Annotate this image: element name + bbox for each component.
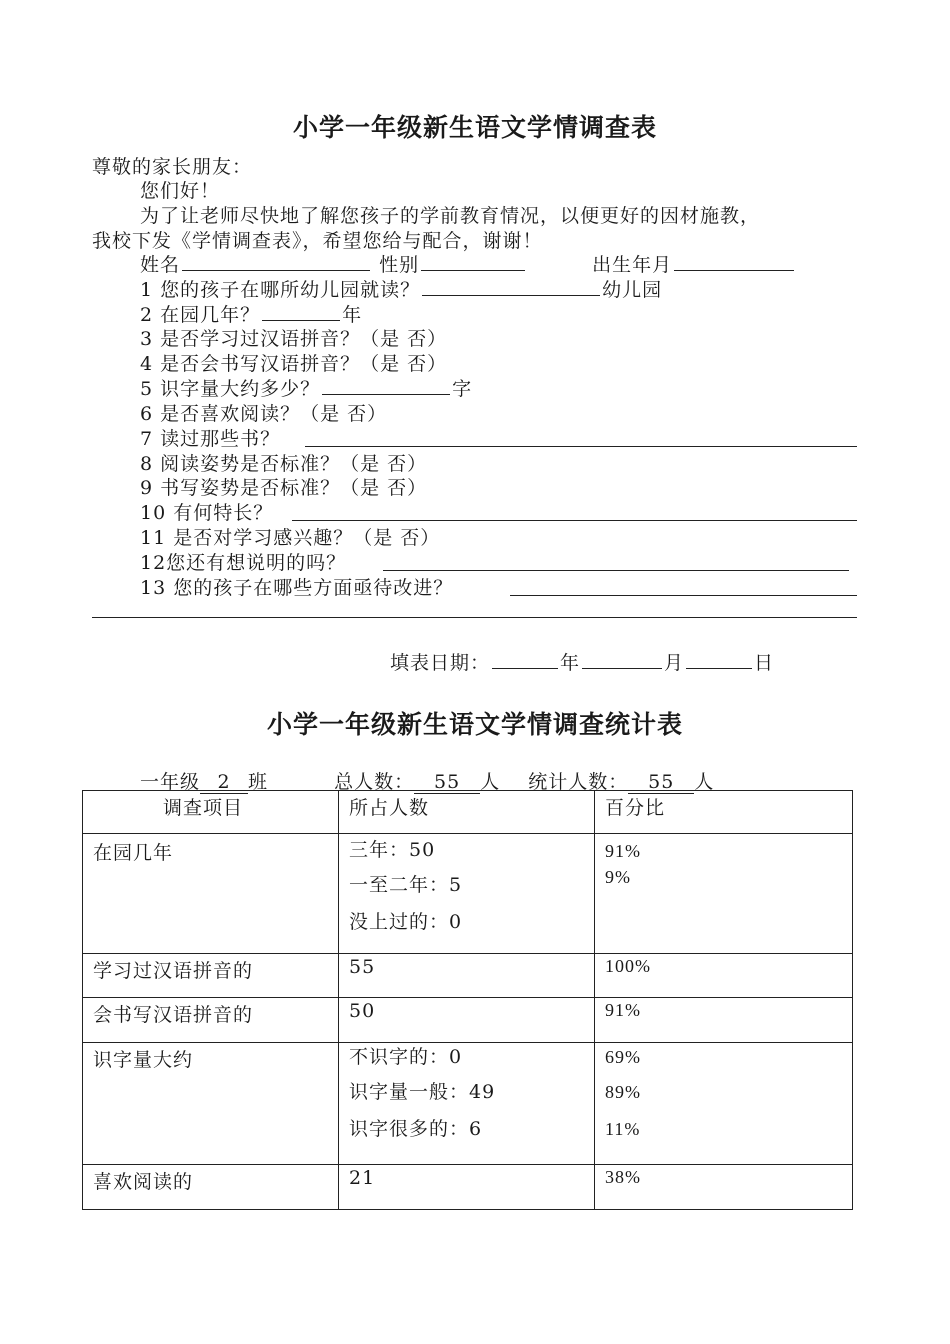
total-label: 总人数： [334, 771, 415, 793]
question-8: 8 阅读姿势是否标准？（是 否） [140, 453, 428, 475]
birth-blank[interactable] [674, 252, 794, 271]
name-blank[interactable] [182, 252, 370, 271]
intro-line-1: 为了让老师尽快地了解您孩子的学前教育情况，以便更好的因材施教， [140, 205, 761, 227]
row-counts: 21 [339, 1165, 595, 1210]
characters-blank[interactable] [322, 376, 450, 395]
name-field-row [140, 250, 796, 277]
percent-line: 91% [605, 841, 641, 861]
row-item: 会书写汉语拼音的 [83, 998, 339, 1043]
row-counts: 55 [339, 954, 595, 998]
row-item: 识字量大约 [83, 1043, 339, 1165]
row-item: 在园几年 [83, 834, 339, 954]
fill-date-month-blank[interactable] [582, 650, 662, 669]
header-count: 所占人数 [339, 791, 595, 834]
class-label: 班 [248, 771, 269, 793]
percent-line: 9% [605, 867, 631, 887]
percent-line: 89% [605, 1082, 641, 1102]
percent-line: 11% [605, 1119, 641, 1139]
question-6: 6 是否喜欢阅读？（是 否） [140, 403, 388, 425]
birth-label: 出生年月 [592, 254, 673, 276]
counted-unit: 人 [694, 771, 715, 793]
question-3: 3 是否学习过汉语拼音？（是 否） [140, 328, 448, 350]
question-12-line[interactable] [383, 570, 849, 571]
fill-date-month-label: 月 [664, 652, 685, 674]
greeting: 您们好！ [140, 180, 221, 202]
question-1 [140, 275, 662, 302]
question-4: 4 是否会书写汉语拼音？（是 否） [140, 353, 448, 375]
row-percents [595, 1043, 853, 1165]
table-header-row [83, 791, 853, 834]
table-row [83, 1043, 853, 1165]
salutation: 尊敬的家长朋友： [92, 156, 253, 178]
question-2-text: 2 在园几年？ [140, 304, 261, 326]
extra-answer-line[interactable] [92, 617, 857, 618]
question-11: 11 是否对学习感兴趣？（是 否） [140, 527, 441, 549]
counted-label: 统计人数： [528, 771, 629, 793]
gender-blank[interactable] [421, 252, 525, 271]
row-item: 喜欢阅读的 [83, 1165, 339, 1210]
total-value: 55 [414, 771, 480, 794]
row-counts: 50 [339, 998, 595, 1043]
question-2 [140, 300, 362, 327]
fill-date-year-blank[interactable] [492, 650, 558, 669]
stats-table [82, 790, 853, 1210]
percent-line: 69% [605, 1047, 641, 1067]
name-label: 姓名 [140, 254, 181, 276]
fill-date-day-label: 日 [754, 652, 775, 674]
count-line: 一至二年：5 [349, 874, 463, 896]
counted-value: 55 [628, 771, 694, 794]
count-line: 识字量一般：49 [349, 1081, 496, 1103]
grade-label: 一年级 [140, 771, 201, 793]
fill-date [390, 648, 774, 675]
count-line: 没上过的：0 [349, 911, 463, 933]
question-1-text: 1 您的孩子在哪所幼儿园就读？ [140, 279, 421, 301]
gender-label: 性别 [379, 254, 420, 276]
row-counts [339, 834, 595, 954]
row-item: 学习过汉语拼音的 [83, 954, 339, 998]
question-10: 10 有何特长？ [140, 502, 274, 524]
question-7-line[interactable] [305, 446, 857, 447]
row-percents [595, 834, 853, 954]
question-1-suffix: 幼儿园 [602, 279, 663, 301]
question-7: 7 读过那些书？ [140, 428, 281, 450]
question-5-suffix: 字 [452, 378, 473, 400]
stats-title: 小学一年级新生语文学情调查统计表 [266, 710, 683, 739]
question-2-suffix: 年 [342, 304, 363, 326]
question-13: 13 您的孩子在哪些方面亟待改进？ [140, 577, 454, 599]
count-line: 识字很多的：6 [349, 1118, 483, 1140]
count-line: 不识字的：0 [349, 1046, 463, 1068]
question-5 [140, 374, 472, 401]
fill-date-day-blank[interactable] [686, 650, 752, 669]
question-10-line[interactable] [292, 520, 857, 521]
question-9: 9 书写姿势是否标准？（是 否） [140, 477, 428, 499]
question-13-line[interactable] [510, 595, 857, 596]
count-line: 三年：50 [349, 839, 436, 861]
table-row [83, 998, 853, 1043]
years-blank[interactable] [262, 302, 340, 321]
row-percents: 100% [595, 954, 853, 998]
fill-date-year-label: 年 [560, 652, 581, 674]
class-value: 2 [200, 771, 248, 794]
question-12: 12您还有想说明的吗？ [140, 552, 347, 574]
row-percents: 91% [595, 998, 853, 1043]
row-percents: 38% [595, 1165, 853, 1210]
row-counts [339, 1043, 595, 1165]
header-percent: 百分比 [595, 791, 853, 834]
table-row [83, 954, 853, 998]
kindergarten-blank[interactable] [422, 277, 600, 296]
survey-title: 小学一年级新生语文学情调查表 [292, 113, 657, 142]
fill-date-label: 填表日期： [390, 652, 491, 674]
question-5-text: 5 识字量大约多少？ [140, 378, 321, 400]
intro-line-2: 我校下发《学情调查表》，希望您给与配合，谢谢！ [92, 230, 543, 252]
header-item: 调查项目 [83, 791, 339, 834]
table-row [83, 834, 853, 954]
table-row [83, 1165, 853, 1210]
total-unit: 人 [480, 771, 501, 793]
